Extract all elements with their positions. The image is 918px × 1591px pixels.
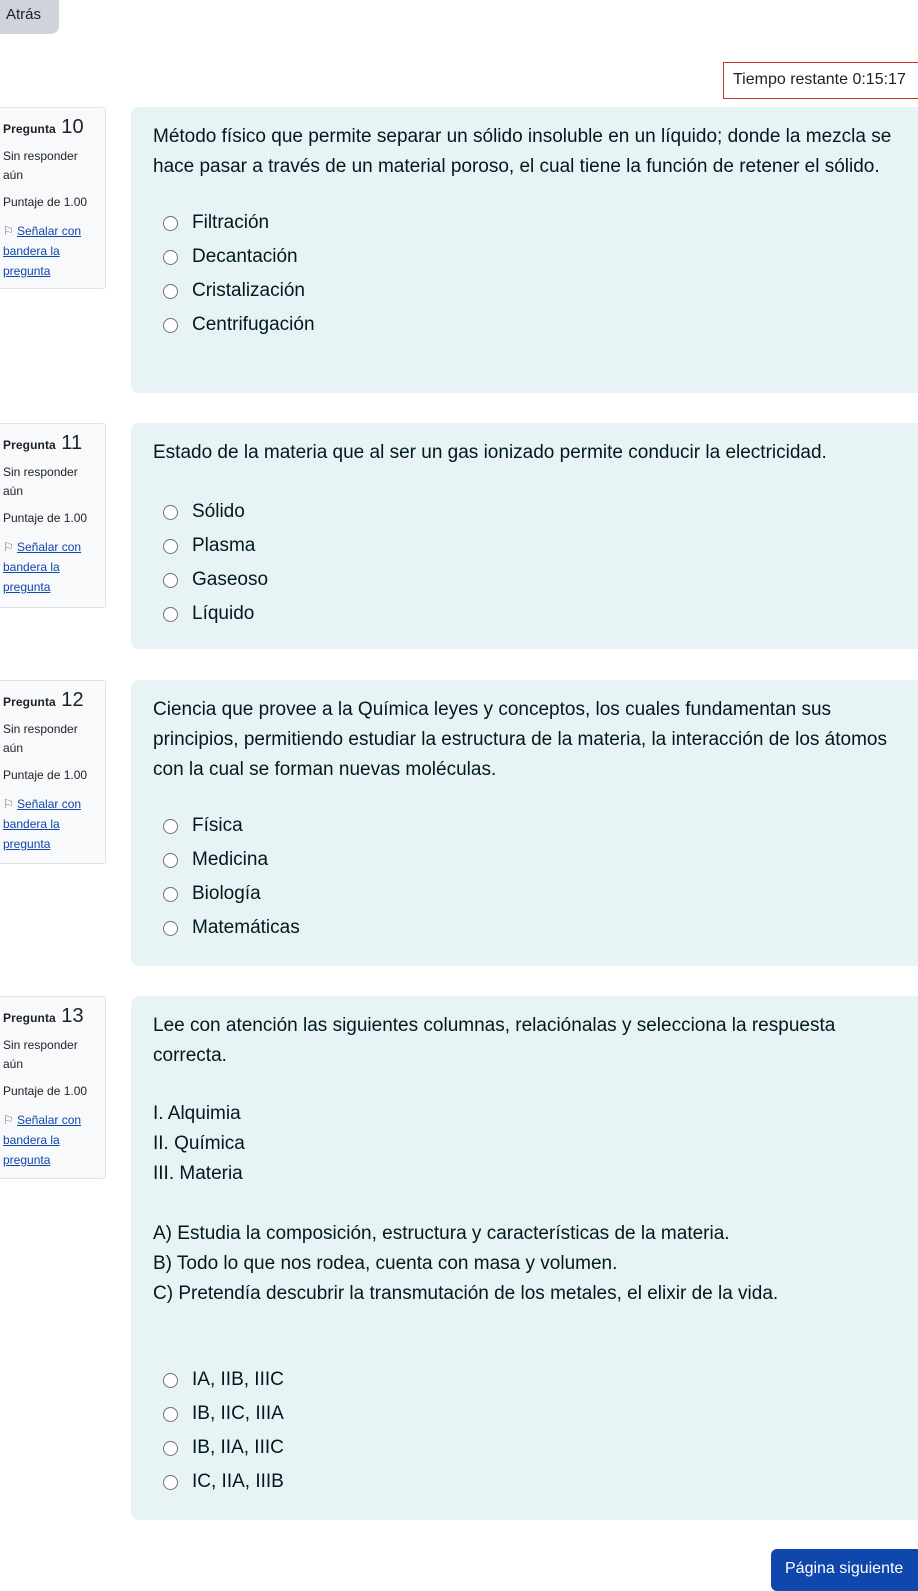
question-text: Lee con atención las siguientes columnas, relaciónalas y selecciona la respuesta correcta. I. Alquimia II. Química III. Materia A) Estudia la composición, estructura y características de la materia. B) Todo lo que nos rodea, cuenta con masa y volumen. C) Pretendía descubrir la transmutación de los metales, el elixir de la vida. — [153, 1015, 836, 1304]
radio-button[interactable] — [163, 318, 178, 333]
radio-button[interactable] — [163, 1475, 178, 1490]
question-state: Sin responder aún — [3, 149, 78, 182]
question-grade: Puntaje de 1.00 — [3, 1084, 88, 1098]
answer-option[interactable]: Plasma — [153, 529, 918, 563]
answer-option[interactable]: IC, IIA, IIIB — [153, 1465, 918, 1499]
answer-option[interactable]: IB, IIA, IIIC — [153, 1431, 918, 1465]
radio-button[interactable] — [163, 284, 178, 299]
flag-icon: ⚐ — [3, 540, 14, 554]
question-text: Ciencia que provee a la Química leyes y conceptos, los cuales fundamentan sus principios, permitiendo estudiar la estructura de la materia, la interacción de los átomos con la cual se forman nuevas moléculas. — [153, 699, 887, 780]
flag-icon: ⚐ — [3, 1113, 14, 1127]
question-content — [131, 423, 918, 649]
question-content — [131, 680, 918, 966]
answer-option[interactable]: Centrifugación — [153, 308, 918, 342]
answer-option[interactable]: IA, IIB, IIIC — [153, 1363, 918, 1397]
question-info — [0, 423, 106, 608]
flag-question-link[interactable]: ⚐ Señalar con bandera la pregunta — [3, 1110, 103, 1170]
radio-button[interactable] — [163, 1407, 178, 1422]
question-state: Sin responder aún — [3, 465, 78, 498]
radio-button[interactable] — [163, 539, 178, 554]
question-content — [131, 107, 918, 393]
question-info — [0, 107, 106, 289]
answer-options — [153, 1363, 918, 1499]
answer-option[interactable]: Matemáticas — [153, 911, 918, 945]
question-number: Pregunta 10 — [3, 116, 84, 138]
radio-button[interactable] — [163, 505, 178, 520]
answer-option[interactable]: Biología — [153, 877, 918, 911]
question-number: Pregunta 11 — [3, 432, 83, 454]
question-text: Estado de la materia que al ser un gas ionizado permite conducir la electricidad. — [153, 442, 827, 463]
question-content — [131, 996, 918, 1520]
question-state: Sin responder aún — [3, 722, 78, 755]
radio-button[interactable] — [163, 250, 178, 265]
radio-button[interactable] — [163, 921, 178, 936]
answer-option[interactable]: Sólido — [153, 495, 918, 529]
question-grade: Puntaje de 1.00 — [3, 768, 88, 782]
question-number: Pregunta 12 — [3, 689, 84, 711]
answer-option[interactable]: Cristalización — [153, 274, 918, 308]
flag-question-link[interactable]: ⚐ Señalar con bandera la pregunta — [3, 794, 103, 854]
answer-option[interactable]: Líquido — [153, 597, 918, 631]
question-grade: Puntaje de 1.00 — [3, 195, 88, 209]
answer-option[interactable]: Decantación — [153, 240, 918, 274]
radio-button[interactable] — [163, 1373, 178, 1388]
question-grade: Puntaje de 1.00 — [3, 511, 88, 525]
answer-option[interactable]: Gaseoso — [153, 563, 918, 597]
answer-options — [153, 809, 918, 945]
next-page-button[interactable]: Página siguiente — [771, 1549, 918, 1591]
flag-icon: ⚐ — [3, 797, 14, 811]
back-button[interactable]: Atrás — [0, 0, 59, 34]
radio-button[interactable] — [163, 1441, 178, 1456]
answer-option[interactable]: Medicina — [153, 843, 918, 877]
question-number: Pregunta 13 — [3, 1005, 84, 1027]
question-info — [0, 996, 106, 1179]
question-info — [0, 680, 106, 864]
answer-options — [153, 206, 918, 342]
answer-option[interactable]: Filtración — [153, 206, 918, 240]
flag-question-link[interactable]: ⚐ Señalar con bandera la pregunta — [3, 221, 103, 281]
flag-question-link[interactable]: ⚐ Señalar con bandera la pregunta — [3, 537, 103, 597]
radio-button[interactable] — [163, 887, 178, 902]
radio-button[interactable] — [163, 819, 178, 834]
radio-button[interactable] — [163, 573, 178, 588]
answer-option[interactable]: IB, IIC, IIIA — [153, 1397, 918, 1431]
answer-options — [153, 495, 918, 631]
radio-button[interactable] — [163, 216, 178, 231]
radio-button[interactable] — [163, 607, 178, 622]
time-remaining: Tiempo restante 0:15:17 — [723, 62, 918, 99]
radio-button[interactable] — [163, 853, 178, 868]
question-state: Sin responder aún — [3, 1038, 78, 1071]
question-text: Método físico que permite separar un sólido insoluble en un líquido; donde la mezcla se hace pasar a través de un material poroso, el cual tiene la función de retener el sólido. — [153, 126, 892, 177]
answer-option[interactable]: Física — [153, 809, 918, 843]
flag-icon: ⚐ — [3, 224, 14, 238]
